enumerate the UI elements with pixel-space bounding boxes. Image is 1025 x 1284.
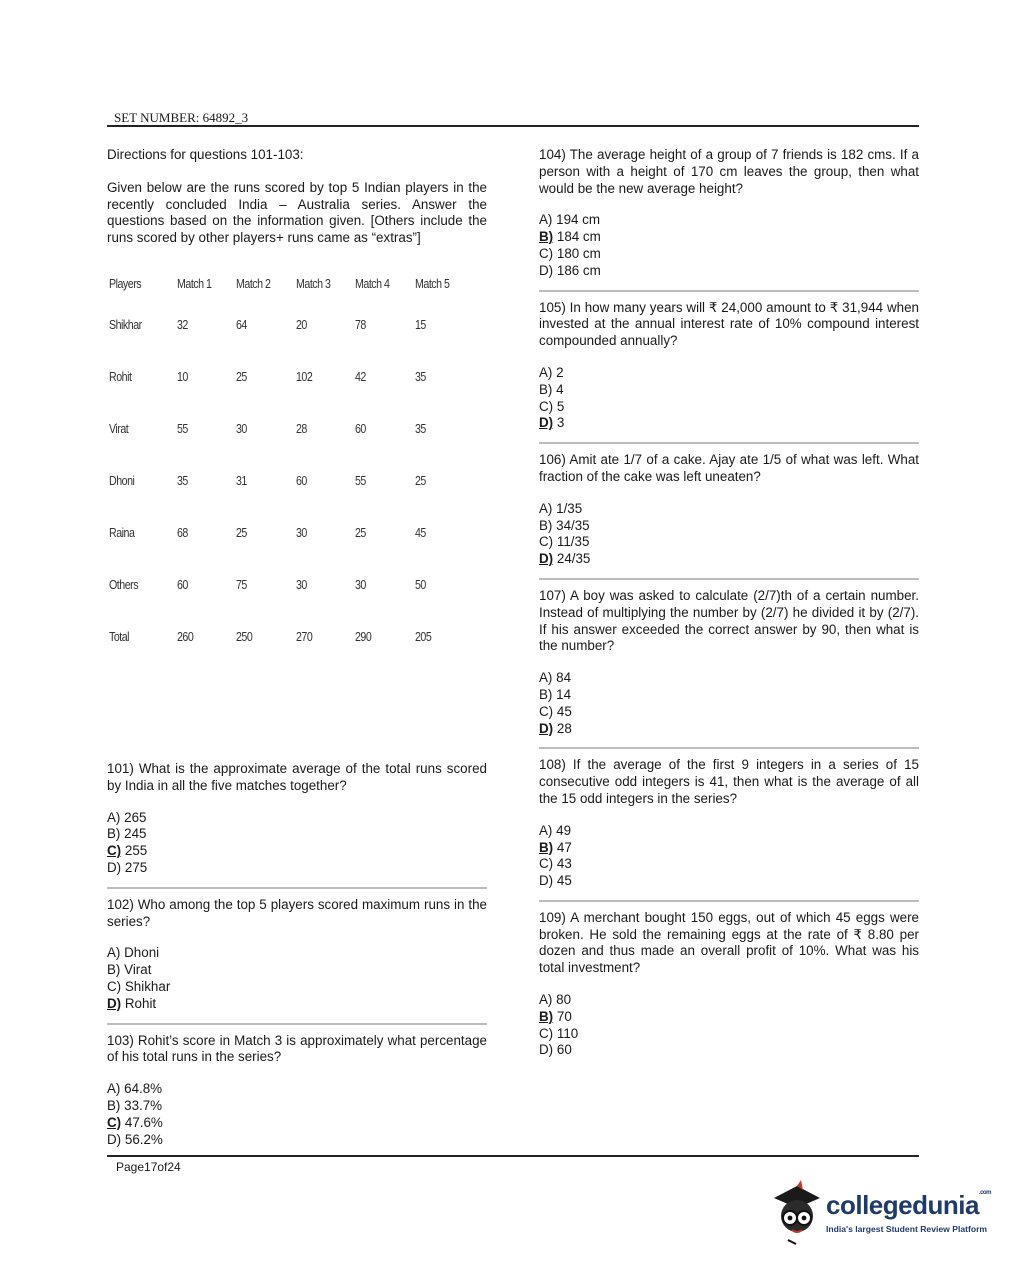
option: [107, 810, 487, 827]
runs-cell: 60: [355, 420, 367, 436]
question-separator: [539, 900, 919, 902]
option-value: 255: [124, 843, 148, 859]
question-text: 107) A boy was asked to calculate (2/7)th of a certain number. Instead of multiplying the number by (2/7) he divided it by (2/7). If his answer exceeded the correct answer by 90, then what is the number?: [539, 587, 919, 654]
question-separator: [107, 1023, 487, 1025]
runs-cell: 50: [414, 576, 426, 592]
option-value: 64.8%: [124, 1081, 163, 1097]
table-row: [109, 611, 474, 663]
options-list: [539, 670, 919, 737]
question-104: [539, 147, 919, 280]
option: [539, 263, 919, 280]
correct-option: [539, 551, 919, 568]
option-value: 49: [556, 822, 572, 838]
option-label: C): [539, 1025, 554, 1041]
option-value: 265: [124, 809, 147, 825]
option: [539, 365, 919, 382]
runs-cell: 15: [414, 316, 426, 332]
page-number: Page17of24: [116, 1160, 181, 1174]
option-value: 28: [556, 720, 572, 736]
runs-cell: 45: [414, 524, 426, 540]
question-separator: [539, 747, 919, 749]
runs-cell: 60: [177, 576, 188, 592]
runs-cell: 10: [177, 368, 188, 384]
option: [539, 1042, 919, 1059]
option-value: Rohit: [124, 995, 157, 1011]
option: [539, 687, 919, 704]
option-label: D): [539, 262, 554, 278]
option-value: 60: [556, 1042, 572, 1058]
option: [539, 518, 919, 535]
question-106: [539, 452, 919, 568]
option-label: B): [107, 826, 121, 842]
option-value: 5: [556, 398, 565, 414]
collegedunia-logo: [768, 1178, 993, 1248]
option-value: 14: [556, 686, 572, 702]
table-row: [109, 559, 474, 611]
option-value: 1/35: [556, 500, 583, 516]
runs-cell: 25: [414, 472, 426, 488]
table-header: Match 2: [236, 275, 271, 291]
option-label: B): [539, 839, 554, 855]
option-label: A): [539, 992, 553, 1008]
runs-cell: 30: [355, 576, 367, 592]
option-value: 110: [556, 1025, 579, 1041]
option: [539, 534, 919, 551]
correct-option: [539, 1009, 919, 1026]
option-value: 11/35: [556, 534, 590, 550]
option-label: A): [539, 670, 553, 686]
option-label: B): [539, 381, 553, 397]
option: [107, 1081, 487, 1098]
question-separator: [539, 290, 919, 292]
runs-cell: 31: [236, 472, 248, 488]
table-header: Match 3: [295, 275, 331, 291]
option-value: 45: [556, 873, 572, 889]
option: [539, 382, 919, 399]
runs-cell: 55: [355, 472, 367, 488]
option: [539, 399, 919, 416]
table-row: [109, 507, 474, 559]
option: [107, 962, 487, 979]
right-column: [539, 147, 919, 1059]
runs-cell: 25: [236, 524, 248, 540]
table-row: [109, 299, 474, 351]
option: [539, 704, 919, 721]
question-101: [107, 761, 487, 877]
option: [539, 873, 919, 890]
option: [107, 945, 487, 962]
option: [539, 501, 919, 518]
runs-cell: 30: [295, 524, 307, 540]
player-name-cell: Dhoni: [109, 472, 135, 488]
question-text: 103) Rohit’s score in Match 3 is approximately what percentage of his total runs in the series?: [107, 1032, 487, 1065]
option-value: 184 cm: [556, 229, 601, 245]
brand-name: [826, 1190, 991, 1221]
option: [539, 1026, 919, 1043]
runs-cell: 270: [295, 628, 313, 644]
option-label: C): [107, 843, 122, 859]
footer-rule: [107, 1155, 919, 1157]
runs-cell: 250: [236, 628, 253, 644]
option-value: Shikhar: [124, 978, 171, 994]
option-value: 80: [556, 992, 572, 1008]
question-separator: [539, 442, 919, 444]
option-label: D): [539, 873, 554, 889]
correct-option: [107, 843, 487, 860]
question-103: [107, 1033, 487, 1149]
option-value: 33.7%: [124, 1097, 163, 1113]
option-label: C): [539, 534, 554, 550]
option-label: B): [107, 1097, 121, 1113]
option-value: 24/35: [556, 551, 591, 567]
options-list: [539, 212, 919, 279]
question-105: [539, 300, 919, 433]
runs-cell: 260: [177, 628, 194, 644]
options-list: [539, 992, 919, 1059]
option-value: Dhoni: [124, 945, 160, 961]
option: [539, 212, 919, 229]
option: [539, 856, 919, 873]
runs-cell: 102: [295, 368, 313, 384]
brand-text: collegedunia: [826, 1190, 979, 1220]
option-value: 47: [556, 839, 572, 855]
runs-cell: 25: [355, 524, 367, 540]
correct-option: [539, 415, 919, 432]
runs-cell: 35: [414, 368, 426, 384]
player-name-cell: Total: [109, 628, 130, 644]
correct-option: [539, 721, 919, 738]
option-value: 43: [556, 856, 572, 872]
question-separator: [539, 578, 919, 580]
directions-text: Given below are the runs scored by top 5 Indian players in the recently concluded India – Australia series. Answer the questions based on the information given. [Others include the runs scored by other players+ runs came as “extras”]: [107, 179, 487, 246]
player-name-cell: Raina: [109, 524, 135, 540]
option: [107, 979, 487, 996]
options-list: [107, 945, 487, 1012]
brand-suffix: .com: [978, 1190, 991, 1196]
option: [107, 860, 487, 877]
player-name-cell: Shikhar: [109, 316, 142, 332]
runs-cell: 32: [177, 316, 188, 332]
option-label: B): [107, 962, 121, 978]
option-label: C): [107, 1114, 122, 1130]
question-text: 105) In how many years will ₹ 24,000 amount to ₹ 31,944 when invested at the annual interest rate of 10% compound interest compounded annually?: [539, 299, 919, 349]
question-text: 101) What is the approximate average of the total runs scored by India in all the five matches together?: [107, 760, 487, 793]
option-label: A): [539, 212, 553, 228]
runs-cell: 25: [236, 368, 248, 384]
runs-cell: 35: [177, 472, 188, 488]
table-row: [109, 403, 474, 455]
runs-cell: 64: [236, 316, 248, 332]
option-label: C): [539, 398, 554, 414]
options-list: [539, 823, 919, 890]
option-label: D): [107, 859, 122, 875]
table-header: Match 1: [177, 275, 212, 291]
question-separator: [107, 887, 487, 889]
option-label: D): [539, 720, 554, 736]
question-text: 108) If the average of the first 9 integers in a series of 15 consecutive odd integers is 41, then what is the average of all the 15 odd integers in the series?: [539, 757, 919, 806]
option-value: 34/35: [556, 517, 590, 533]
option-label: C): [539, 245, 554, 261]
mascot-icon: [768, 1178, 826, 1248]
table-header: Match 4: [355, 275, 390, 291]
brand-tagline: India's largest Student Review Platform: [826, 1224, 988, 1234]
option: [539, 670, 919, 687]
option-label: B): [539, 1008, 554, 1024]
question-text: 106) Amit ate 1/7 of a cake. Ajay ate 1/5 of what was left. What fraction of the cake was left uneaten?: [539, 452, 919, 484]
option-label: C): [539, 703, 554, 719]
runs-cell: 75: [236, 576, 248, 592]
player-name-cell: Others: [109, 576, 139, 592]
options-list: [107, 1081, 487, 1148]
option-label: D): [539, 415, 554, 431]
option-label: C): [107, 978, 122, 994]
option-label: A): [107, 1081, 121, 1097]
correct-option: [539, 229, 919, 246]
option-label: A): [107, 945, 121, 961]
table-row: [109, 351, 474, 403]
option-value: 245: [124, 826, 147, 842]
option-value: 47.6%: [124, 1114, 163, 1130]
question-107: [539, 588, 919, 737]
runs-cell: 205: [414, 628, 431, 644]
runs-cell: 68: [177, 524, 188, 540]
option-label: D): [539, 1042, 554, 1058]
runs-cell: 35: [414, 420, 426, 436]
correct-option: [107, 996, 487, 1013]
option-label: A): [539, 500, 553, 516]
option-value: 45: [556, 703, 572, 719]
options-list: [539, 365, 919, 432]
question-text: 109) A merchant bought 150 eggs, out of which 45 eggs were broken. He sold the remaining eggs at the rate of ₹ 8.80 per dozen and thus made an overall profit of 10%. What was his total investment?: [539, 909, 919, 976]
option: [539, 246, 919, 263]
option: [107, 1098, 487, 1115]
option-value: 275: [124, 859, 148, 875]
set-number: SET NUMBER: 64892_3: [114, 110, 249, 125]
option-label: C): [539, 856, 554, 872]
runs-cell: 20: [295, 316, 307, 332]
option-label: D): [107, 995, 122, 1011]
runs-cell: 60: [295, 472, 307, 488]
option: [539, 823, 919, 840]
option: [539, 992, 919, 1009]
question-109: [539, 910, 919, 1059]
option: [107, 1132, 487, 1149]
header-rule: [107, 125, 919, 127]
player-name-cell: Virat: [109, 420, 129, 436]
option-label: B): [539, 517, 553, 533]
correct-option: [107, 1115, 487, 1132]
table-header: Players: [109, 275, 142, 291]
question-102: [107, 897, 487, 1013]
runs-cell: 78: [355, 316, 367, 332]
option-label: B): [539, 229, 554, 245]
runs-cell: 55: [177, 420, 188, 436]
option-value: 2: [556, 364, 564, 380]
option-label: B): [539, 686, 553, 702]
option-value: 56.2%: [124, 1131, 163, 1147]
option: [107, 826, 487, 843]
table-header-row: [109, 269, 474, 299]
option-value: 3: [556, 415, 565, 431]
runs-cell: 30: [295, 576, 307, 592]
runs-cell: 42: [355, 368, 367, 384]
options-list: [107, 810, 487, 877]
option-value: 180 cm: [556, 245, 601, 261]
runs-cell: 28: [295, 420, 307, 436]
runs-cell: 290: [355, 628, 372, 644]
option-value: Virat: [124, 962, 152, 978]
option-label: A): [107, 809, 121, 825]
question-text: 104) The average height of a group of 7 friends is 182 cms. If a person with a height of 170 cm leaves the group, then what would be the new average height?: [539, 147, 919, 196]
directions-heading: Directions for questions 101-103:: [107, 147, 304, 162]
table-row: [109, 455, 474, 507]
table-header: Match 5: [414, 275, 450, 291]
option-value: 194 cm: [556, 212, 601, 228]
option-value: 70: [556, 1008, 572, 1024]
option-label: D): [107, 1131, 122, 1147]
player-name-cell: Rohit: [109, 368, 132, 384]
question-text: 102) Who among the top 5 players scored maximum runs in the series?: [107, 896, 487, 929]
option-value: 4: [556, 381, 564, 397]
options-list: [539, 501, 919, 568]
option-label: A): [539, 364, 553, 380]
question-108: [539, 757, 919, 890]
correct-option: [539, 840, 919, 857]
option-label: D): [539, 551, 554, 567]
option-label: A): [539, 822, 553, 838]
left-column: [107, 147, 487, 1148]
runs-cell: 30: [236, 420, 248, 436]
runs-table: [109, 269, 474, 663]
option-value: 84: [556, 670, 572, 686]
option-value: 186 cm: [556, 262, 601, 278]
